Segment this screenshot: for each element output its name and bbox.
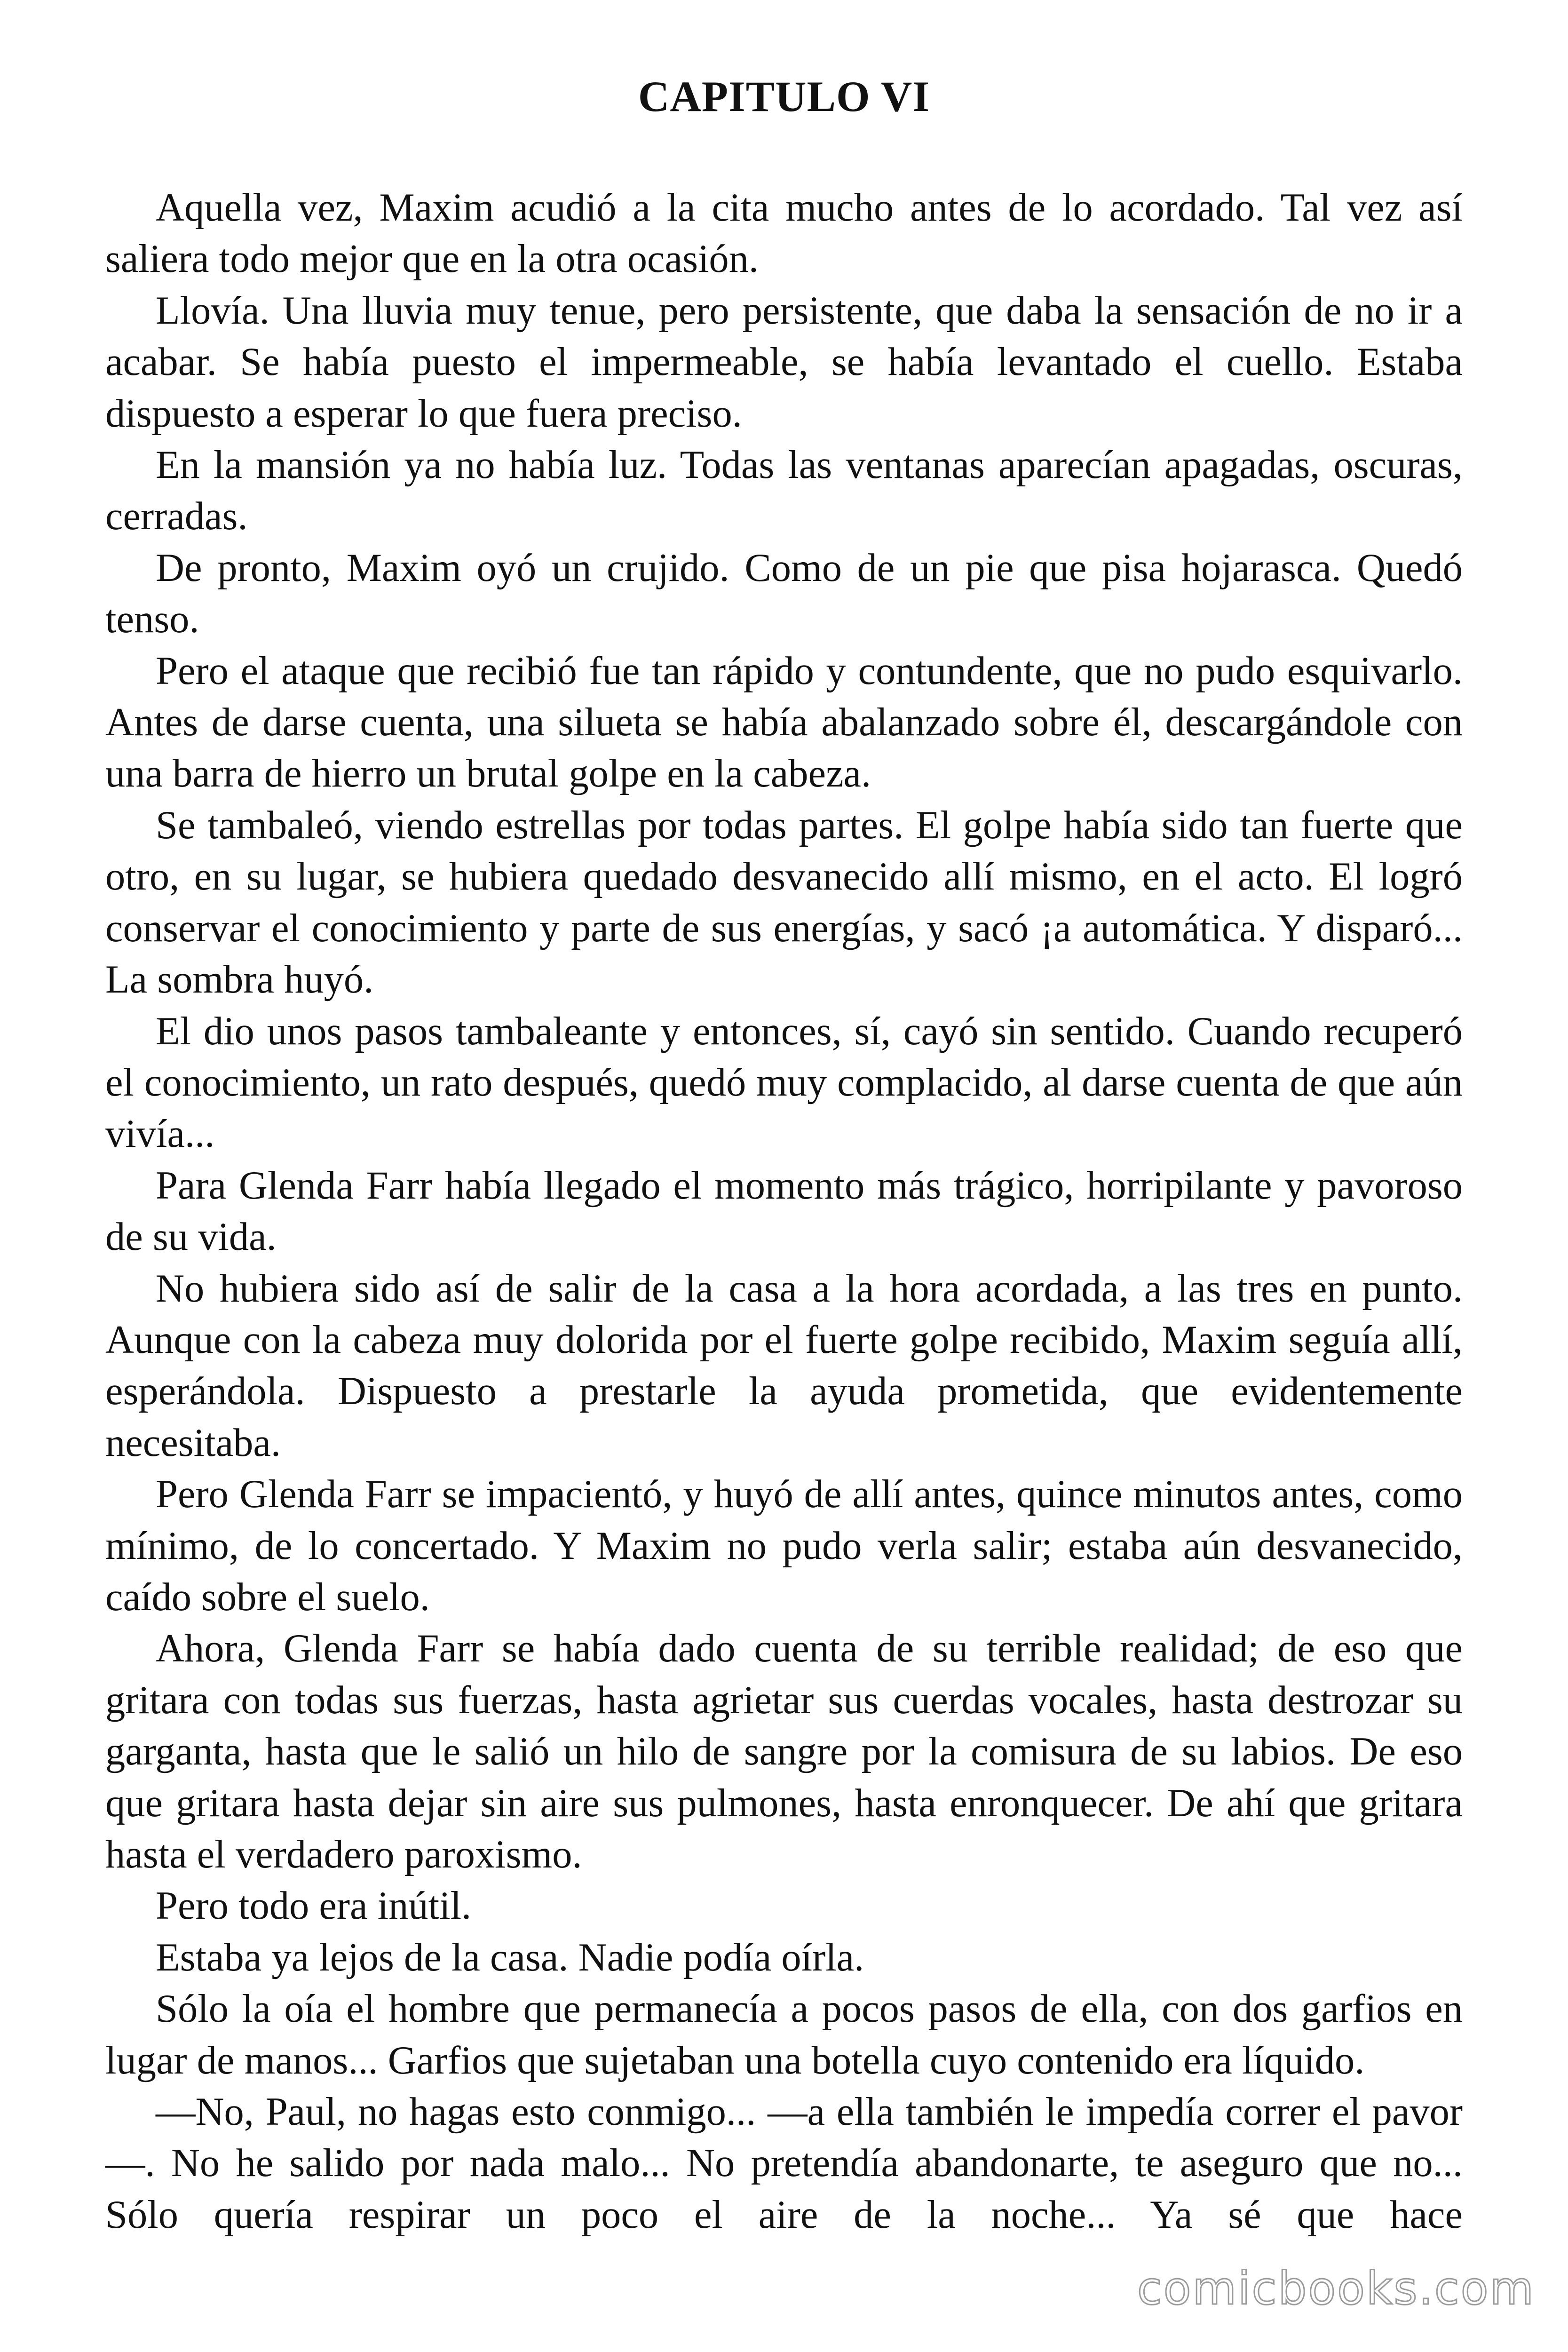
paragraph: Aquella vez, Maxim acudió a la cita mucho antes de lo acordado. Tal vez así saliera todo mejor que en la otra ocasión. [105,186,1463,281]
paragraph: Para Glenda Farr había llegado el momento más trágico, horripilante y pavoroso de su vida. [105,1163,1463,1259]
paragraph: Se tambaleó, viendo estrellas por todas partes. El golpe había sido tan fuerte que otro, en su lugar, se hubiera quedado desvanecido allí mismo, en el acto. El logró conservar el conocimiento y parte de sus energías, y sacó ¡a automática. Y disparó... La sombra huyó. [105,803,1463,1002]
chapter-body [105,182,1463,2241]
paragraph: En la mansión ya no había luz. Todas las ventanas aparecían apagadas, oscuras, cerradas. [105,443,1463,539]
paragraph: —No, Paul, no hagas esto conmigo... —a ella también le impedía correr el pavor—. No he salido por nada malo... No pretendía abandonarte, te aseguro que no... Sólo quería respirar un poco el aire de la noche... Ya sé que hace [105,2090,1463,2237]
paragraph: Pero Glenda Farr se impacientó, y huyó de allí antes, quince minutos antes, como mínimo, de lo concertado. Y Maxim no pudo verla salir; estaba aún desvanecido, caído sobre el suelo. [105,1472,1463,1619]
watermark-text: comicbooks.com [1137,2262,1535,2315]
paragraph: Ahora, Glenda Farr se había dado cuenta de su terrible realidad; de eso que gritara con todas sus fuerzas, hasta agrietar sus cuerdas vocales, hasta destrozar su garganta, hasta que le salió un hilo de sangre por la comisura de su labios. De eso que gritara hasta dejar sin aire sus pulmones, hasta enronquecer. De ahí que gritara hasta el verdadero paroxismo. [105,1627,1463,1876]
paragraph: Pero el ataque que recibió fue tan rápido y contundente, que no pudo esquivarlo. Antes de darse cuenta, una silueta se había abalanzado sobre él, descargándole con una barra de hierro un brutal golpe en la cabeza. [105,649,1463,796]
chapter-title: CAPITULO VI [638,72,930,120]
paragraph: Estaba ya lejos de la casa. Nadie podía oírla. [156,1935,864,1979]
paragraph: Llovía. Una lluvia muy tenue, pero persistente, que daba la sensación de no ir a acabar. Se había puesto el impermeable, se había levantado el cuello. Estaba dispuesto a esperar lo que fuera preciso. [105,288,1463,436]
paragraph: Pero todo era inútil. [156,1884,472,1928]
paragraph: El dio unos pasos tambaleante y entonces, sí, cayó sin sentido. Cuando recuperó el conocimiento, un rato después, quedó muy complacido, al darse cuenta de que aún vivía... [105,1009,1463,1156]
paragraph: No hubiera sido así de salir de la casa a la hora acordada, a las tres en punto. Aunque con la cabeza muy dolorida por el fuerte golpe recibido, Maxim seguía allí, esperándola. Dispuesto a prestarle la ayuda prometida, que evidentemente necesitaba. [105,1266,1463,1465]
paragraph: De pronto, Maxim oyó un crujido. Como de un pie que pisa hojarasca. Quedó tenso. [105,546,1463,642]
paragraph: Sólo la oía el hombre que permanecía a pocos pasos de ella, con dos garfios en lugar de manos... Garfios que sujetaban una botella cuyo contenido era líquido. [105,1987,1463,2082]
